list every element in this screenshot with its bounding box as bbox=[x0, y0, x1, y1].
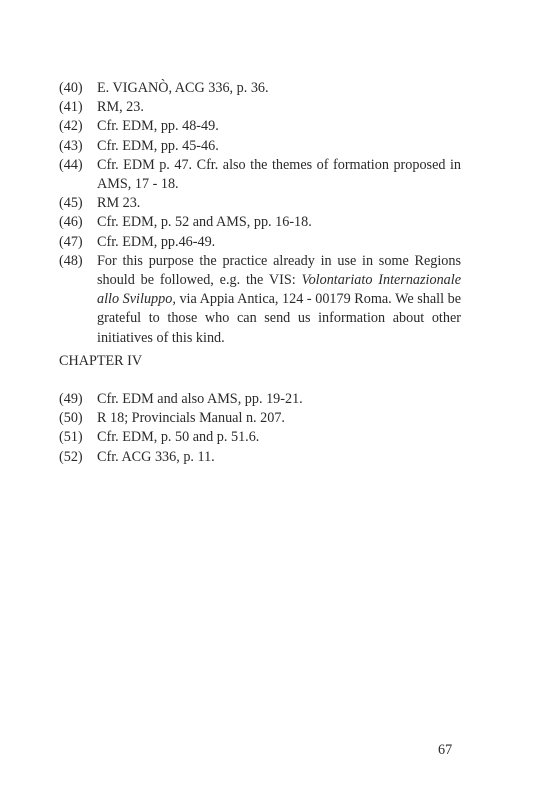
note-number: (49) bbox=[59, 391, 83, 407]
endnote-42 bbox=[59, 117, 461, 136]
note-text: RM, 23. bbox=[97, 99, 144, 116]
note-number: (46) bbox=[59, 214, 83, 231]
note-text-part: via Appia Antica, 124 - 00179 Roma. We shall be grateful to those who can send us information about other initiatives of this kind. bbox=[97, 291, 461, 346]
note-number: (50) bbox=[59, 410, 83, 427]
note-text: Cfr. ACG 336, p. 11. bbox=[97, 448, 215, 465]
note-number: (51) bbox=[59, 429, 83, 446]
note-number: (52) bbox=[59, 448, 83, 465]
endnote-50 bbox=[59, 409, 461, 428]
note-text: Cfr. EDM, pp.46-49. bbox=[97, 233, 216, 250]
endnote-49 bbox=[59, 390, 461, 409]
note-text: Cfr. EDM p. 47. Cfr. also the themes of formation proposed in AMS, 17 - 18. bbox=[97, 156, 461, 193]
note-text: RM 23. bbox=[97, 195, 141, 212]
page-number: 67 bbox=[438, 742, 453, 758]
note-number: (40) bbox=[59, 80, 83, 96]
endnote-43 bbox=[59, 137, 461, 156]
note-text: Cfr. EDM, p. 50 and p. 51.6. bbox=[97, 429, 260, 446]
note-text: R 18; Provincials Manual n. 207. bbox=[97, 410, 285, 427]
endnote-41 bbox=[59, 98, 461, 117]
note-text bbox=[97, 252, 461, 348]
note-number: (42) bbox=[59, 118, 83, 135]
endnote-44 bbox=[59, 156, 461, 194]
note-number: (41) bbox=[59, 99, 83, 116]
note-text: Cfr. EDM and also AMS, pp. 19-21. bbox=[97, 391, 303, 407]
note-number: (44) bbox=[59, 156, 83, 173]
note-text: Cfr. EDM, pp. 48-49. bbox=[97, 118, 219, 135]
organization-name-italic: Volontariato Internazionale allo Sviluppo, bbox=[97, 272, 461, 308]
endnote-51 bbox=[59, 428, 461, 447]
endnotes-list bbox=[59, 79, 461, 348]
endnote-46 bbox=[59, 213, 461, 232]
endnote-48 bbox=[59, 252, 461, 348]
note-text: E. VIGANÒ, ACG 336, p. 36. bbox=[97, 80, 269, 96]
endnote-52 bbox=[59, 448, 461, 467]
chapter-heading: CHAPTER IV bbox=[59, 353, 143, 369]
note-number: (48) bbox=[59, 252, 83, 269]
note-text: Cfr. EDM, pp. 45-46. bbox=[97, 137, 219, 154]
note-number: (47) bbox=[59, 233, 83, 250]
endnote-40 bbox=[59, 79, 461, 98]
endnotes-list-chapter-4 bbox=[59, 390, 461, 467]
endnote-47 bbox=[59, 233, 461, 252]
endnote-45 bbox=[59, 194, 461, 213]
note-text-part: For this purpose the practice already in use in some Regions should be followed, e.g. the VIS: bbox=[97, 252, 461, 289]
note-number: (43) bbox=[59, 137, 83, 154]
note-text: Cfr. EDM, p. 52 and AMS, pp. 16-18. bbox=[97, 214, 312, 231]
note-number: (45) bbox=[59, 195, 83, 212]
